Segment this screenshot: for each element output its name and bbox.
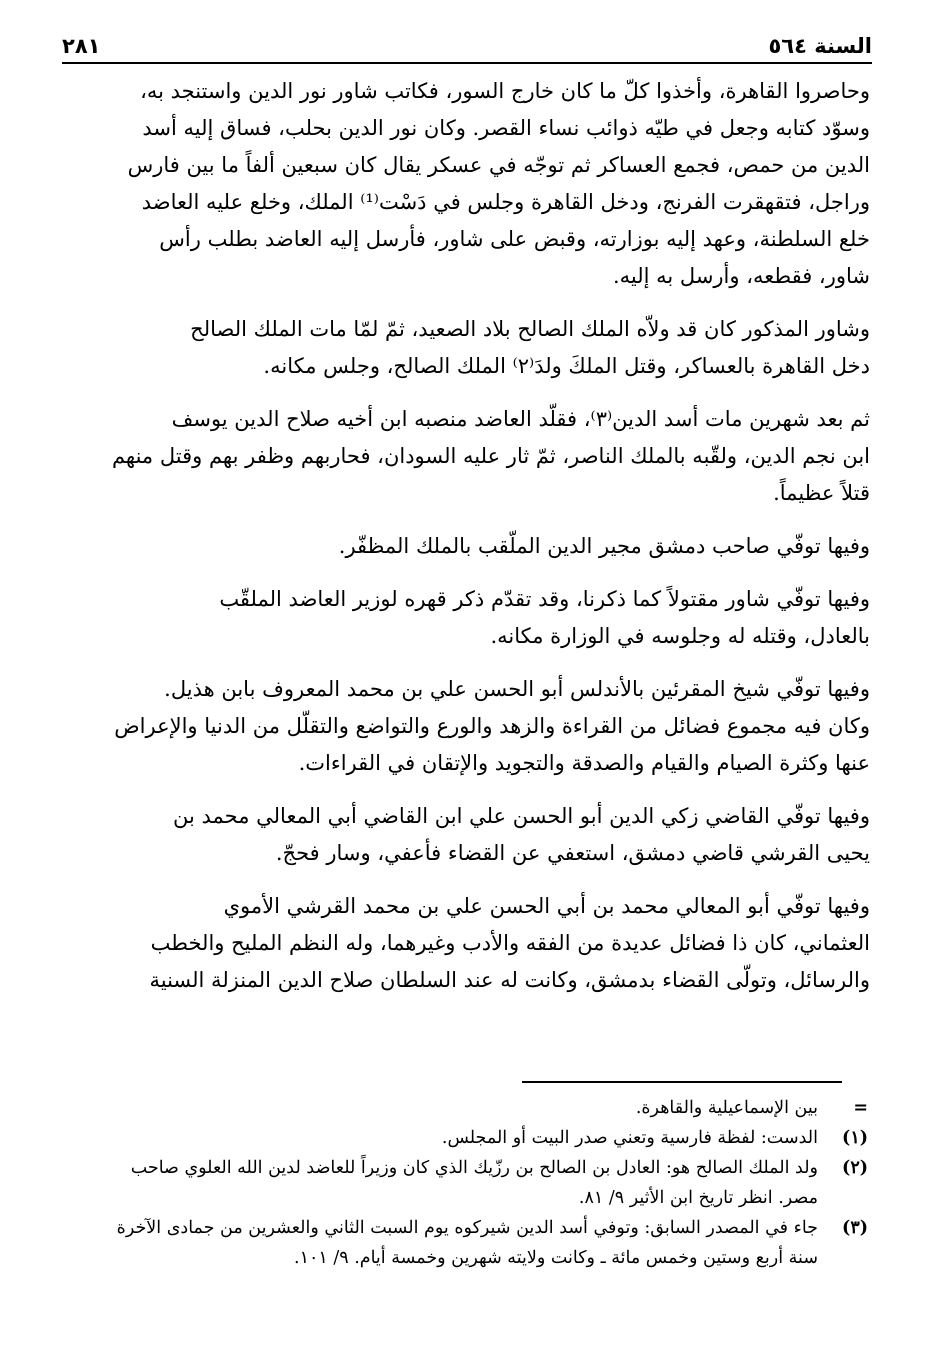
paragraph — [64, 528, 870, 565]
text-line: وكان فيه مجموع فضائل من القراءة والزهد والورع والتواضع والتقلّل من الدنيا والإعراض — [114, 714, 870, 738]
text-line: بالعادل، وقتله له وجلوسه في الوزارة مكانه. — [490, 624, 870, 648]
footnote-line: بين الإسماعيلية والقاهرة. — [635, 1098, 818, 1118]
footnotes — [64, 1093, 868, 1273]
footnote-line: جاء في المصدر السابق: وتوفي أسد الدين شيركوه يوم السبت الثاني والعشرين من جمادى الآخرة — [116, 1218, 818, 1238]
text-line: وحاصروا القاهرة، وأخذوا كلّ ما كان خارج السور، فكاتب شاور نور الدين واستنجد به، — [140, 79, 870, 103]
footnote-line: سنة أربع وستين وخمس مائة ـ وكانت ولايته شهرين وخمسة أيام. ٩/ ١٠١. — [293, 1248, 818, 1268]
footnote-marker: = — [853, 1098, 868, 1118]
text-line: ثم بعد شهرين مات أسد الدين⁽٣⁾، فقلّد العاضد منصبه ابن أخيه صلاح الدين يوسف — [171, 407, 870, 431]
text-line: وشاور المذكور كان قد ولاّه الملك الصالح بلاد الصعيد، ثمّ لمّا مات الملك الصالح — [190, 317, 870, 341]
footnote — [64, 1153, 868, 1213]
text-line: الدين من حمص، فجمع العساكر ثم توجّه في عسكر يقال كان سبعين ألفاً ما بين فارس — [127, 153, 870, 177]
footnote-marker: (٣) — [842, 1218, 868, 1238]
footnote-text — [64, 1153, 818, 1213]
text-line: ابن نجم الدين، ولقّبه بالملك الناصر، ثمّ ثار عليه السودان، فحاربهم وظفر بهم وقتل منهم — [111, 444, 870, 468]
paragraph — [64, 671, 870, 782]
footnote-text — [64, 1123, 818, 1153]
running-header — [62, 28, 872, 58]
footnote-marker: (١) — [842, 1128, 868, 1148]
text-line: العثماني، كان ذا فضائل عديدة من الفقه والأدب وغيرهما، وله النظم المليح والخطب — [150, 931, 870, 955]
text-line: وفيها توفّي أبو المعالي محمد بن أبي الحسن علي بن محمد القرشي الأموي — [223, 894, 870, 918]
header-rule — [62, 62, 872, 64]
paragraph — [64, 798, 870, 872]
text-line: وفيها توفّي شاور مقتولاً كما ذكرنا، وقد تقدّم ذكر قهره لوزير العاضد الملقّب — [219, 587, 870, 611]
text-line: دخل القاهرة بالعساكر، وقتل الملكَ ولدَ⁽٢⁾ الملك الصالح، وجلس مكانه. — [263, 354, 870, 378]
text-line: وراجل، فتقهقرت الفرنج، ودخل القاهرة وجلس في دَسْت⁽¹⁾ الملك، وخلع عليه العاضد — [141, 190, 870, 214]
paragraph — [64, 581, 870, 655]
text-line: وفيها توفّي القاضي زكي الدين أبو الحسن علي ابن القاضي أبي المعالي محمد بن — [173, 804, 870, 828]
paragraph — [64, 311, 870, 385]
text-line: يحيى القرشي قاضي دمشق، استعفي عن القضاء فأعفي، وسار فحجّ. — [275, 841, 870, 865]
footnote — [64, 1123, 868, 1153]
text-line: قتلاً عظيماً. — [773, 481, 870, 505]
main-text — [64, 73, 870, 1015]
running-header-section: السنة ٥٦٤ — [768, 34, 872, 58]
paragraph — [64, 401, 870, 512]
footnote-text — [64, 1213, 818, 1273]
paragraph — [64, 73, 870, 295]
footnote-rule — [522, 1081, 842, 1083]
paragraph — [64, 888, 870, 999]
text-line: خلع السلطنة، وعهد إليه بوزارته، وقبض على شاور، فأرسل إليه العاضد بطلب رأس — [159, 227, 870, 251]
text-line: عنها وكثرة الصيام والقيام والصدقة والتجويد والإتقان في القراءات. — [298, 751, 870, 775]
footnote — [64, 1093, 868, 1123]
footnote-line: مصر. انظر تاريخ ابن الأثير ٩/ ٨١. — [578, 1188, 818, 1208]
footnote-line: الدست: لفظة فارسية وتعني صدر البيت أو المجلس. — [441, 1128, 818, 1148]
page-number: ٢٨١ — [62, 34, 101, 58]
footnote-marker: (٢) — [842, 1158, 868, 1178]
text-line: وسوّد كتابه وجعل في طيّه ذوائب نساء القصر. وكان نور الدين بحلب، فساق إليه أسد — [142, 116, 870, 140]
text-line: شاور، فقطعه، وأرسل به إليه. — [612, 264, 870, 288]
text-line: والرسائل، وتولّى القضاء بدمشق، وكانت له عند السلطان صلاح الدين المنزلة السنية — [149, 968, 870, 992]
text-line: وفيها توفّي شيخ المقرئين بالأندلس أبو الحسن علي بن محمد المعروف بابن هذيل. — [164, 677, 870, 701]
footnote — [64, 1213, 868, 1273]
footnote-line: ولد الملك الصالح هو: العادل بن الصالح بن رزّيك الذي كان وزيراً للعاضد لدين الله العلوي صاحب — [130, 1158, 818, 1178]
footnote-text — [64, 1093, 818, 1123]
text-line: وفيها توفّي صاحب دمشق مجير الدين الملّقب بالملك المظفّر. — [338, 534, 870, 558]
